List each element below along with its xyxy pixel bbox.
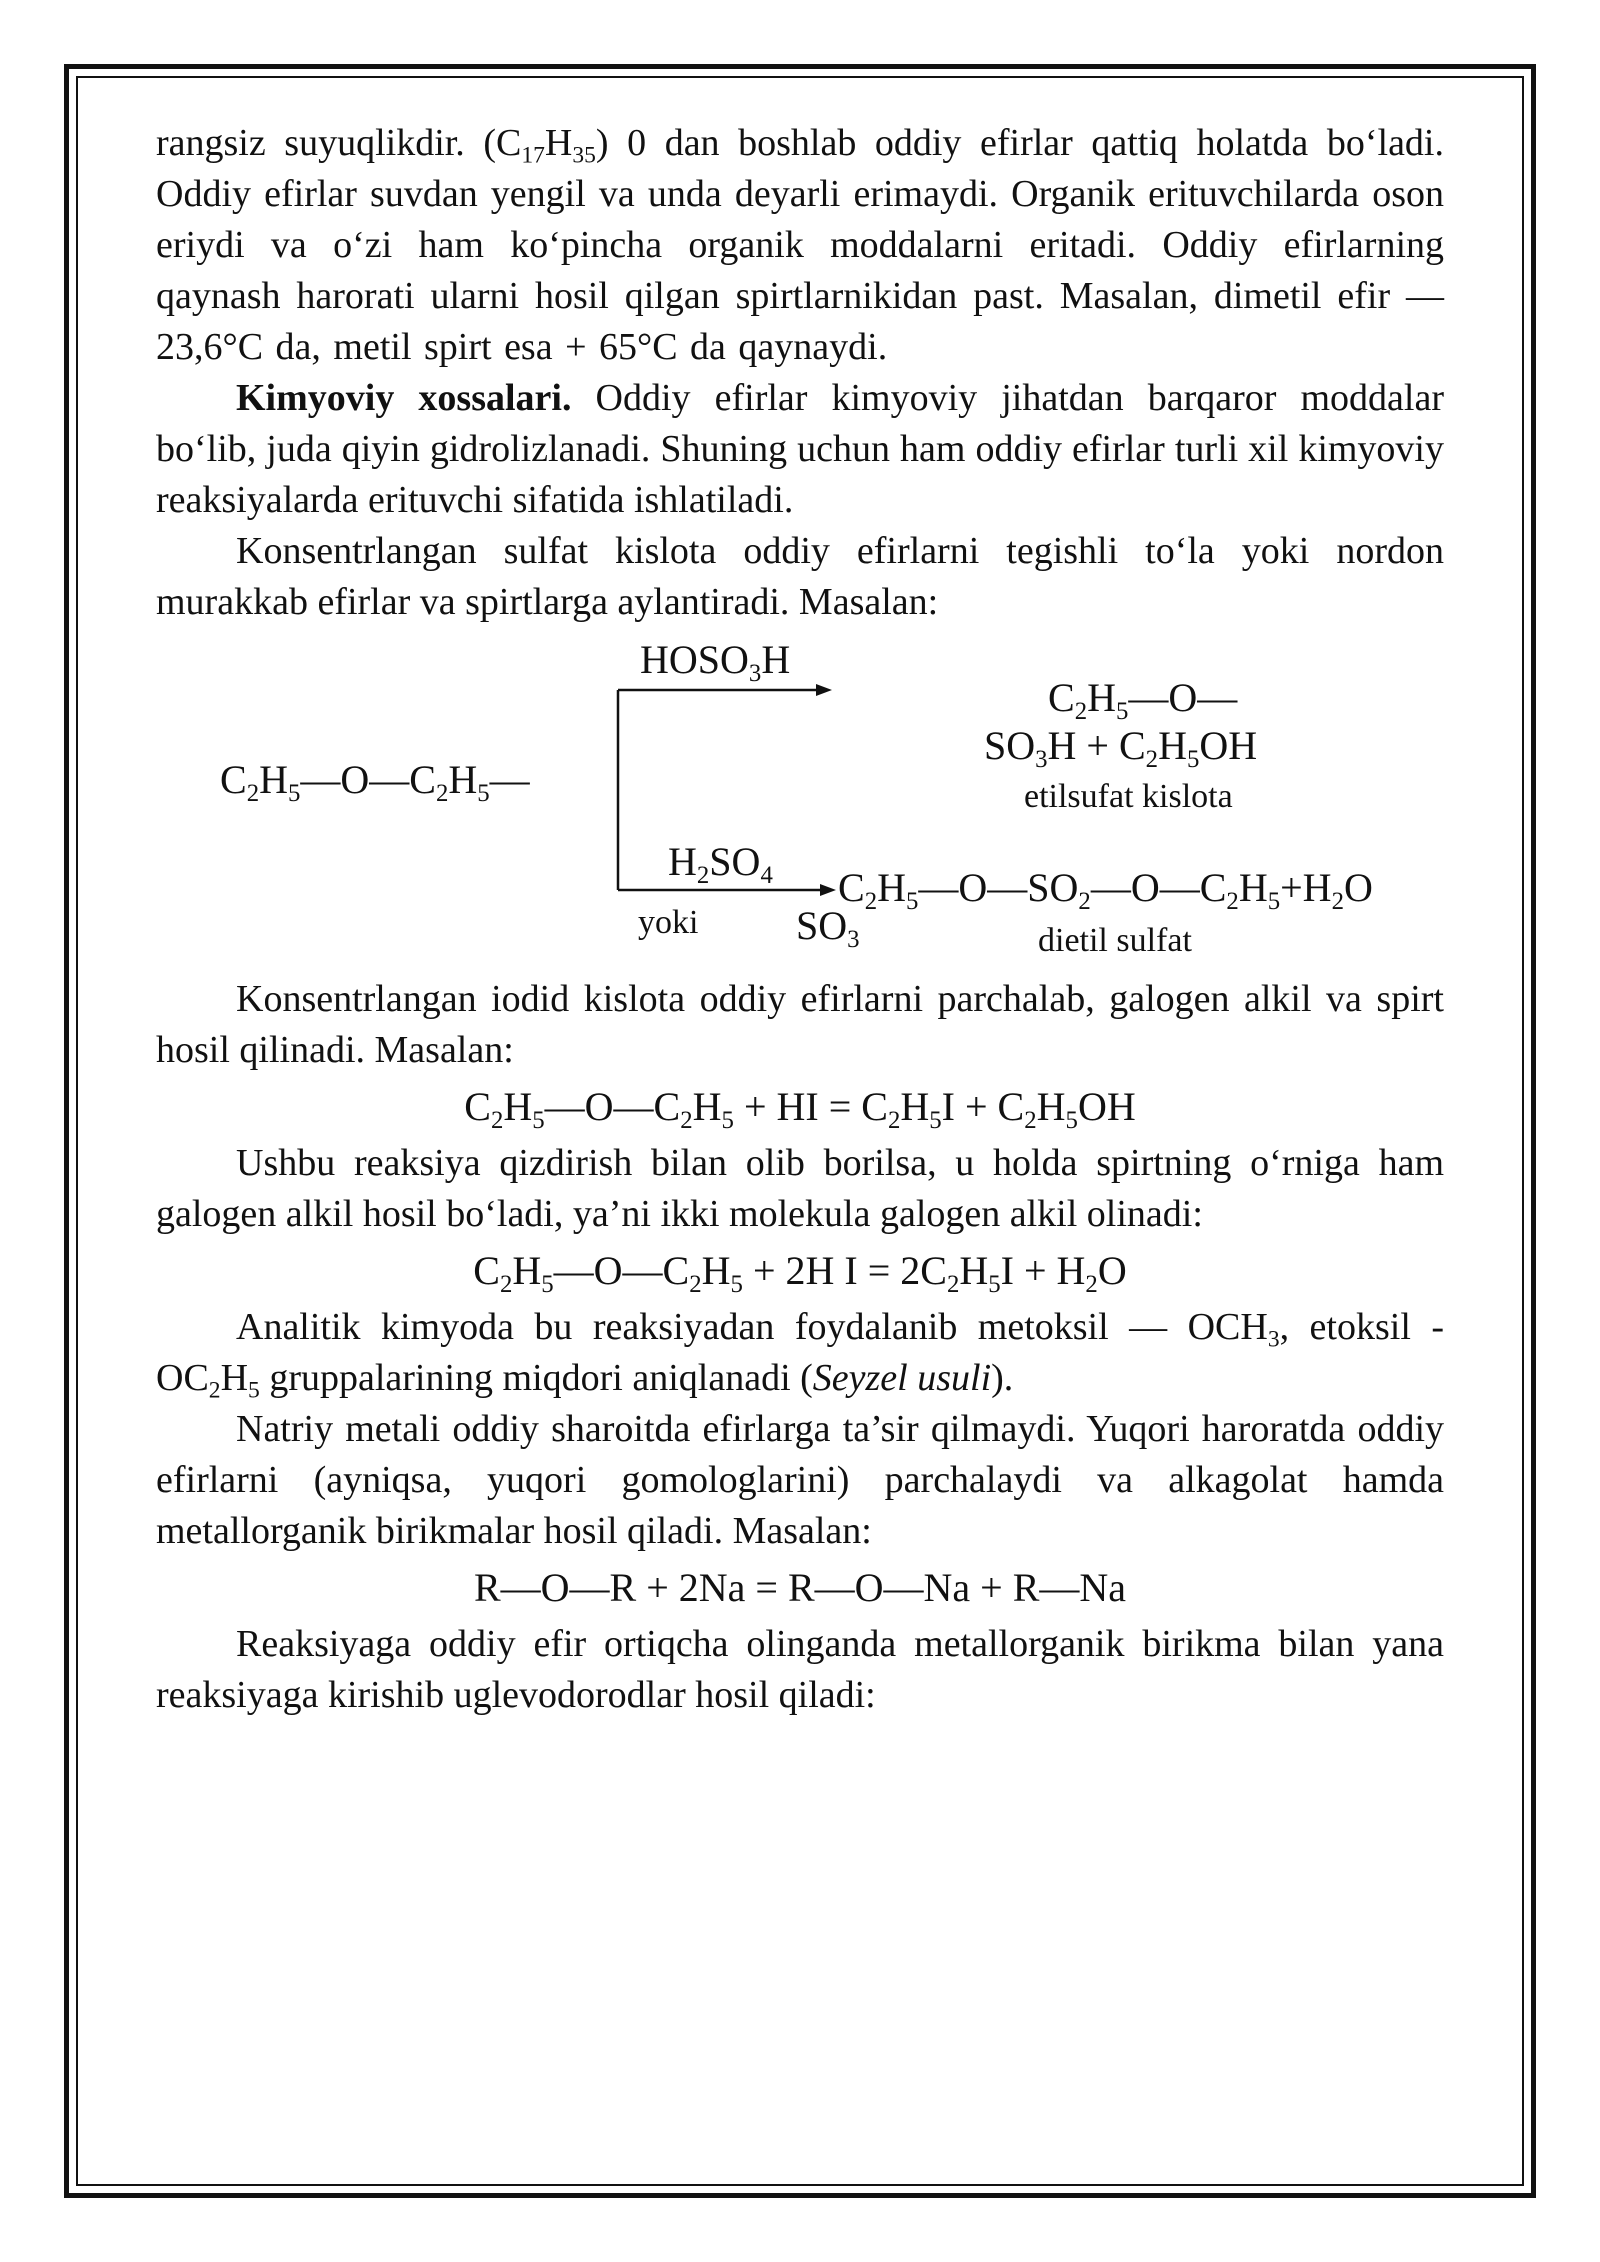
paragraph-8: Reaksiyaga oddiy efir ortiqcha olinganda metallorganik birikma bilan yana reaksiyaga kirishib uglevodorodlar hosil qiladi: (156, 1623, 1444, 1716)
lower-reagent: $H_2SO_4$ (668, 839, 773, 889)
equation-3: R—O—R + 2Na = R—O—Na + R—Na (473, 1565, 1127, 1610)
lower-reagent-alt: $SO_3$ (796, 903, 860, 953)
reactant-formula: $C_2H_5—O—C_2H_5—$ (220, 757, 530, 807)
paragraph-1: rangsiz suyuqlikdir. $(C_{17}H_{35})$ 0 dan boshlab oddiy efirlar qattiq holatda bo‘ladi. Oddiy efirlar suvdan yengil va unda deyarli erimaydi. Organik erituvchilarda oson eriydi va o‘zi ham ko‘pincha organik moddalarni eritadi. Oddiy efirlarning qaynash harorati ularni hosil qilgan spirtlarnikidan past. Masalan, dimetil efir — 23,6°C da, metil spirt esa + 65°C da qaynaydi. (156, 122, 1444, 368)
upper-product-line-2: $SO_3H + C_2H_5OH$ (984, 723, 1258, 773)
paragraph-5: Ushbu reaksiya qizdirish bilan olib borilsa, u holda spirtning o‘rniga ham galogen alkil hosil bo‘ladi, ya’ni ikki molekula galogen alkil olinadi: (156, 1142, 1444, 1235)
paragraph-2: Kimyoviy xossalari. Oddiy efirlar kimyoviy jihatdan barqaror moddalar bo‘lib, juda qiyin gidrolizlanadi. Shuning uchun ham oddiy efirlar turli xil kimyoviy reaksiyalarda erituvchi sifatida ishlatiladi. (156, 377, 1444, 521)
section-heading: Kimyoviy xossalari. (236, 377, 572, 419)
upper-product-line-1: $C_2H_5—O—$ (1048, 675, 1238, 725)
lower-product: $C_2H_5—O—SO_2—O—C_2H_5+H_2O$ (838, 865, 1373, 915)
lower-reagent-alt-word: yoki (638, 904, 699, 941)
reaction-scheme (156, 632, 1444, 972)
paragraph-4: Konsentrlangan iodid kislota oddiy efirlarni parchalab, galogen alkil va spirt hosil qilinadi. Masalan: (156, 978, 1444, 1071)
lower-product-name: dietil sulfat (1038, 922, 1192, 959)
upper-reagent: $HOSO_3H$ (640, 637, 791, 687)
page-content (156, 118, 1444, 1721)
equation-1: $C_2H_5—O—C_2H_5$ + HI = $C_2H_5I + C_2H_5OH$ (464, 1084, 1136, 1134)
equation-2: $C_2H_5—O—C_2H_5 + 2H$ $I = 2C_2H_5I + H_2O$ (473, 1248, 1127, 1298)
paragraph-6: Analitik kimyoda bu reaksiyadan foydalanib metoksil — $OCH_3$, etoksil $-OC_2H_5$ gruppalarining miqdori aniqlanadi (Seyzel usuli). (156, 1306, 1444, 1404)
upper-product-name: etilsufat kislota (1024, 778, 1233, 815)
method-name: Seyzel usuli (812, 1357, 992, 1399)
paragraph-3: Konsentrlangan sulfat kislota oddiy efirlarni tegishli to‘la yoki nordon murakkab efirlar va spirtlarga aylantiradi. Masalan: (156, 530, 1444, 623)
paragraph-7: Natriy metali oddiy sharoitda efirlarga ta’sir qilmaydi. Yuqori haroratda oddiy efirlarni (ayniqsa, yuqori gomologlarini) parchalaydi va alkagolat hamda metallorganik birikmalar hosil qiladi. Masalan: (156, 1408, 1444, 1552)
